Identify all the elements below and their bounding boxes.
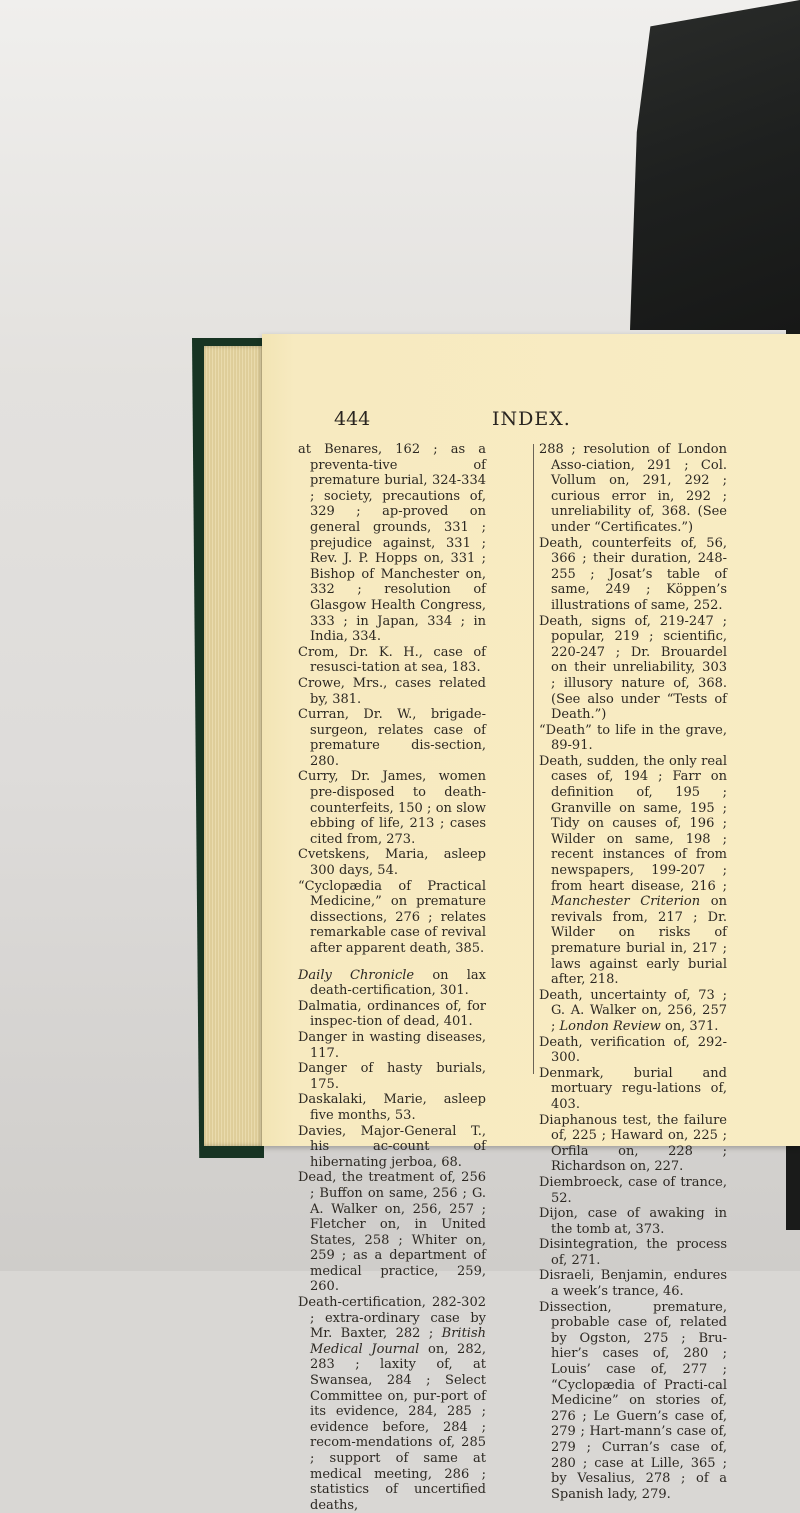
page-number: 444 (334, 408, 371, 430)
entry-text: Diembroeck, case of trance, 52. (539, 1174, 727, 1206)
entry-text: Death, verification of, 292-300. (539, 1034, 727, 1066)
index-column-left (298, 442, 486, 1513)
entry-text: at Benares, 162 ; as a preventa-tive of premature burial, 324-334 ; society, precautions of, 329 ; ap-proved on general grounds, 331 ; prejudice against, 331 ; Rev. J. P. Hopps on, 331 ; Bishop of Manchester on, 332 ; resolution of Glasgow Health Congress, 333 ; in Japan, 334 ; in India, 334. (298, 442, 486, 645)
entry-text: Danger in wasting diseases, 117. (298, 1029, 486, 1061)
entry-title-italic: Manchester Criterion (551, 894, 701, 910)
index-entry (539, 536, 727, 614)
entry-text: 288 ; resolution of London Asso-ciation, 291 ; Col. Vollum on, 291, 292 ; curious error in, 292 ; unreliability of, 368. (See under “Certificates.”) (539, 442, 727, 535)
entry-text: Diaphanous test, the failure of, 225 ; Haward on, 225 ; Orfila on, 228 ; Richardson on, 227. (539, 1112, 727, 1175)
entry-text: on, 371. (660, 1018, 719, 1034)
index-entry (539, 1113, 727, 1175)
entry-text: Dalmatia, ordinances of, for inspec-tion of dead, 401. (298, 998, 486, 1030)
index-entry (539, 1206, 727, 1237)
index-entry (298, 442, 486, 645)
index-entry (298, 769, 486, 847)
index-entry (539, 723, 727, 754)
entry-text: on, 282, 283 ; laxity of, at Swansea, 284 ; Select Committee on, pur-port of its evidence, 284, 285 ; evidence before, 284 ; recom-mendations of, 285 ; support of same at medical meeting, 286 ; statistics of uncertified deaths, (310, 1341, 486, 1513)
entry-text: Denmark, burial and mortuary regu-lations of, 403. (539, 1065, 727, 1112)
entry-text: Crom, Dr. K. H., case of resusci-tation at sea, 183. (298, 644, 486, 676)
index-entry (298, 1092, 486, 1123)
index-entry (298, 999, 486, 1030)
entry-text: Curran, Dr. W., brigade-surgeon, relates case of premature dis-section, 280. (298, 707, 486, 769)
entry-text: Death, sudden, the only real cases of, 194 ; Farr on definition of, 195 ; Granville on same, 195 ; Tidy on causes of, 196 ; Wilder on same, 198 ; recent instances of from newspapers, 199-207 ; from heart disease, 216 ; (539, 753, 727, 894)
entry-text: Davies, Major-General T., his ac-count of hibernating jerboa, 68. (298, 1123, 486, 1170)
index-entry (298, 847, 486, 878)
index-entry (298, 1124, 486, 1171)
book-cover-top (630, 0, 800, 330)
entry-text: Cvetskens, Maria, asleep 300 days, 54. (298, 847, 486, 879)
entry-text: Dissection, premature, probable case of, related by Ogston, 275 ; Bru-hier’s cases of, 280 ; Louis’ case of, 277 ; “Cyclopædia of Practi-cal Medicine” on stories of, 276 ; Le Guern’s case of, 279 ; Hart-mann’s case of, 279 ; Curran’s case of, 280 ; case at Lille, 365 ; by Vesalius, 278 ; of a Spanish lady, 279. (539, 1299, 727, 1502)
index-entry (298, 1061, 486, 1092)
entry-title-italic: Daily Chronicle (298, 967, 415, 983)
entry-text: “Cyclopædia of Practical Medicine,” on premature dissections, 276 ; relates remarkable case of revival after apparent death, 385. (298, 878, 486, 956)
entry-text: Daskalaki, Marie, asleep five months, 53. (298, 1092, 486, 1123)
index-entry (298, 879, 486, 957)
index-entry (539, 1066, 727, 1113)
index-entry (539, 614, 727, 723)
entry-title-italic: British Medical Journal (310, 1326, 486, 1357)
index-entry (298, 968, 486, 999)
page-edges (204, 346, 264, 1146)
index-entry (298, 707, 486, 769)
index-entry (298, 1295, 486, 1513)
index-column-right (539, 442, 727, 1502)
entry-title-italic: London Review (559, 1018, 661, 1034)
page-title: INDEX. (492, 408, 571, 430)
entry-text: Death-certification, 282-302 ; extra-ordinary case by Mr. Baxter, 282 ; (298, 1295, 486, 1342)
entry-text: on lax death-certification, 301. (310, 967, 486, 999)
entry-text: Death, counterfeits of, 56, 366 ; their duration, 248-255 ; Josat’s table of same, 249 ; Köppen’s illustrations of same, 252. (539, 535, 727, 613)
index-entry (539, 754, 727, 988)
entry-text: Curry, Dr. James, women pre-disposed to death-counterfeits, 150 ; on slow ebbing of life, 213 ; cases cited from, 273. (298, 769, 486, 847)
entry-text: Crowe, Mrs., cases related by, 381. (298, 675, 486, 707)
entry-text: Death, uncertainty of, 73 ; G. A. Walker on, 256, 257 ; (539, 987, 727, 1034)
entry-text: Dead, the treatment of, 256 ; Buffon on same, 256 ; G. A. Walker on, 256, 257 ; Fletcher on, in United States, 258 ; Whiter on, 259 ; as a department of medical practice, 259, 260. (298, 1170, 486, 1295)
index-entry (298, 676, 486, 707)
index-entry (539, 1035, 727, 1066)
entry-text: Danger of hasty burials, 175. (298, 1061, 486, 1092)
index-entry (298, 1170, 486, 1295)
index-entry (539, 1300, 727, 1503)
index-entry (539, 1237, 727, 1268)
entry-text: on revivals from, 217 ; Dr. Wilder on risks of premature burial in, 217 ; laws against early burial after, 218. (551, 894, 727, 988)
entry-text: “Death” to life in the grave, 89-91. (539, 722, 727, 754)
index-entry (298, 645, 486, 676)
book-page (262, 334, 800, 1513)
index-entry (539, 442, 727, 536)
entry-text: Disintegration, the process of, 271. (539, 1237, 727, 1268)
entry-text: Disraeli, Benjamin, endures a week’s trance, 46. (539, 1268, 727, 1300)
column-divider (533, 444, 534, 1074)
index-entry (539, 1175, 727, 1206)
entry-text: Dijon, case of awaking in the tomb at, 373. (539, 1206, 727, 1237)
index-entry (539, 988, 727, 1035)
entry-text: Death, signs of, 219-247 ; popular, 219 ; scientific, 220-247 ; Dr. Brouardel on their unreliability, 303 ; illusory nature of, 368. (See also under “Tests of Death.”) (539, 613, 727, 723)
index-entry (298, 1030, 486, 1061)
index-entry (539, 1268, 727, 1299)
